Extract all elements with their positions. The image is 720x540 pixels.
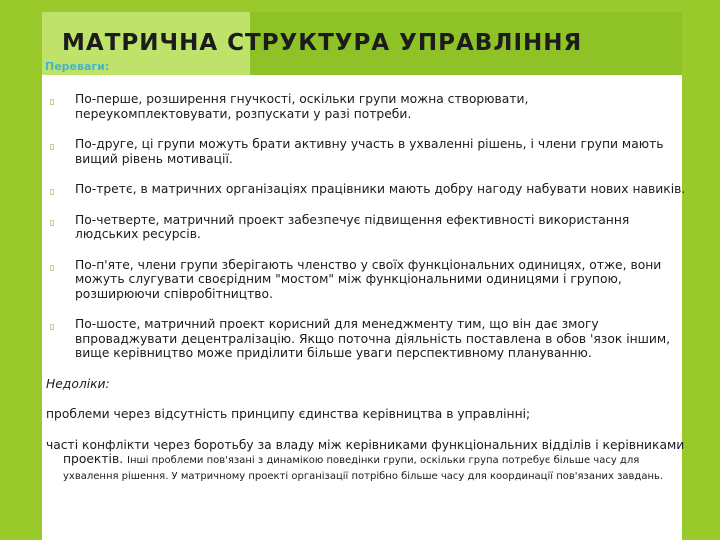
- bullet-icon: ▯: [50, 217, 55, 227]
- bullet-icon: ▯: [50, 97, 55, 106]
- advantage-item: [46, 317, 686, 361]
- advantage-text: По-перше, розширення гнучкості, оскільки групи можна створювати, переукомплектовувати, розпускати у разі потреби.: [75, 92, 529, 121]
- advantage-text: По-п'яте, члени групи зберігають членство у своїх функціональних одиницях, отже, вони можуть слугувати своєрідним "мостом" між функціональними одиницями і групою, розширюючи співробітництво.: [75, 257, 662, 301]
- right-green-stripe: [682, 0, 720, 540]
- disadvantages-heading: Недоліки:: [46, 376, 110, 391]
- advantage-text: По-четверте, матричний проект забезпечує підвищення ефективності використання людських ресурсів.: [75, 212, 630, 241]
- advantages-heading: Переваги:: [45, 60, 110, 73]
- advantages-list: [46, 92, 686, 361]
- disadvantage-item: [46, 438, 686, 485]
- disadvantage-text: часті конфлікти через боротьбу за владу між керівниками функціональних відділів і керівниками проектів.: [46, 437, 685, 466]
- slide-content: [46, 92, 686, 484]
- advantage-item: [46, 213, 686, 242]
- advantage-item: [46, 258, 686, 302]
- advantage-item: [46, 92, 686, 121]
- bullet-icon: ▯: [50, 187, 55, 196]
- slide-title: МАТРИЧНА СТРУКТУРА УПРАВЛІННЯ: [62, 30, 583, 56]
- advantage-text: По-третє, в матричних організаціях працівники мають добру нагоду набувати нових навиків.: [75, 182, 686, 196]
- left-green-stripe: [0, 0, 42, 540]
- advantage-text: По-шосте, матричний проект корисний для менеджменту тим, що він дає змогу впроваджувати децентралізацію. Якщо поточна діяльність поставлена в обов 'язок іншим, вище керівництво може приділити більше уваги перспективному плануванню.: [75, 317, 671, 360]
- disadvantage-note: Інші проблеми пов'язані з динамікою поведінки групи, оскільки група потребує більше часу для ухвалення рішення. У матричному проекті організації потрібно більше часу для координації пов'язаних завдань.: [63, 455, 664, 482]
- disadvantage-item: проблеми через відсутність принципу єдинства керівництва в управлінні;: [46, 407, 531, 421]
- advantage-text: По-друге, ці групи можуть брати активну участь в ухваленні рішень, і члени групи мають вищий рівень мотивації.: [75, 137, 664, 166]
- bullet-icon: ▯: [50, 142, 55, 151]
- bullet-icon: ▯: [50, 262, 55, 272]
- advantage-item: [46, 182, 686, 197]
- bullet-icon: ▯: [50, 322, 55, 331]
- top-green-band: [42, 0, 720, 12]
- advantage-item: [46, 137, 686, 166]
